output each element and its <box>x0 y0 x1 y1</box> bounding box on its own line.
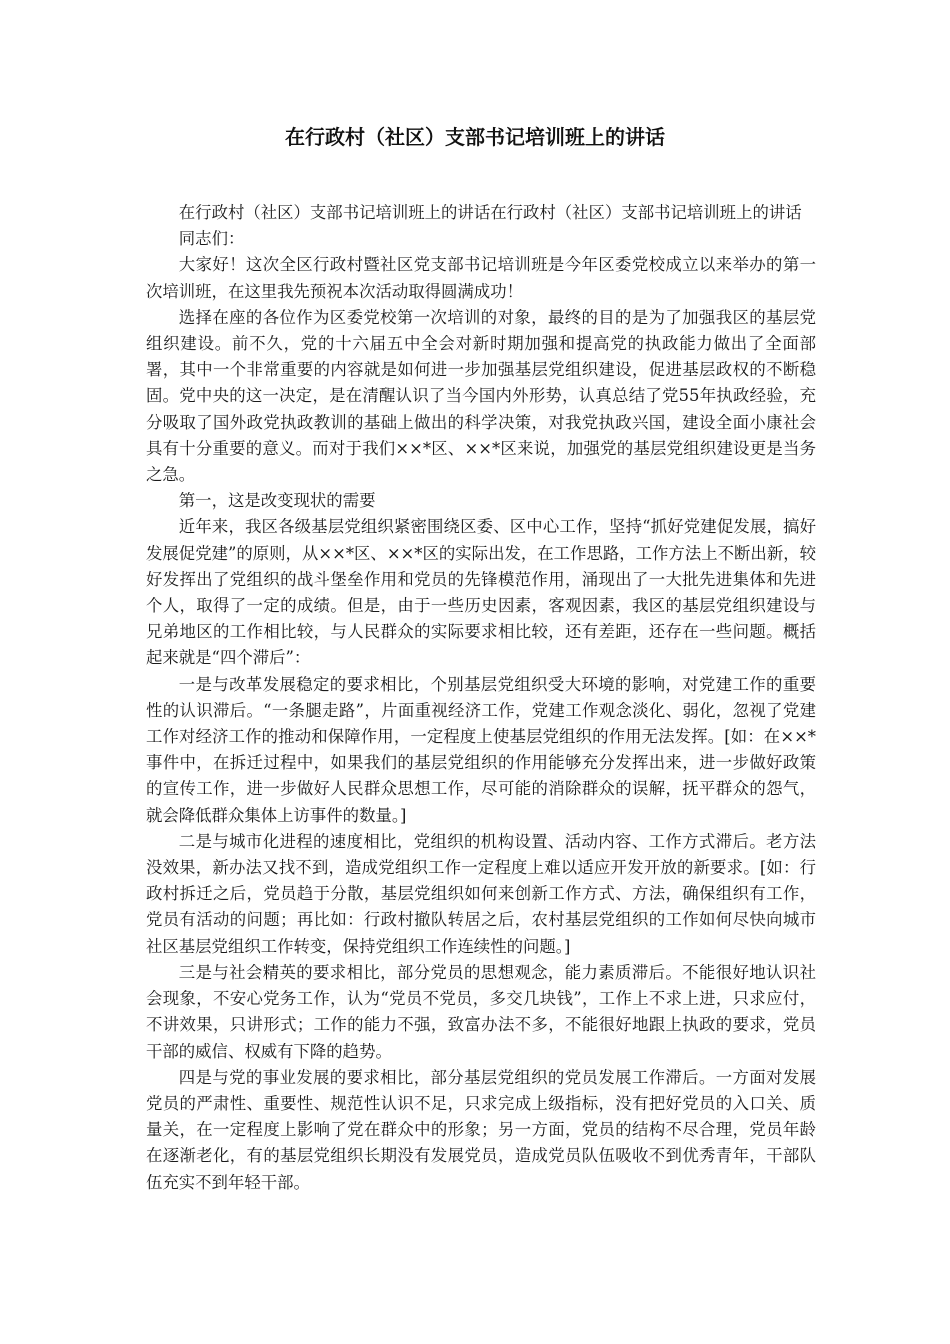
greeting-paragraph: 大家好！这次全区行政村暨社区党支部书记培训班是今年区委党校成立以来举办的第一次培训班，在这里我先预祝本次活动取得圆满成功！ <box>146 255 816 301</box>
intro-heading-paragraph: 在行政村（社区）支部书记培训班上的讲话在行政村（社区）支部书记培训班上的讲话 <box>178 203 802 222</box>
document-title: 在行政村（社区）支部书记培训班上的讲话 <box>285 125 665 149</box>
lag-point-one-paragraph: 一是与改革发展稳定的要求相比，个别基层党组织受大环境的影响，对党建工作的重要性的认识滞后。“一条腿走路”，片面重视经济工作，党建工作观念淡化、弱化，忽视了党建工作对经济工作的推动和保障作用，一定程度上使基层党组织的作用无法发挥。[如：在××*事件中，在拆迁过程中，如果我们的基层党组织的作用能够充分发挥出来，进一步做好政策的宣传工作，进一步做好人民群众思想工作，尽可能的消除群众的误解，抚平群众的怨气，就会降低群众集体上访事件的数量。] <box>146 674 816 825</box>
lag-point-four-paragraph: 四是与党的事业发展的要求相比，部分基层党组织的党员发展工作滞后。一方面对发展党员的严肃性、重要性、规范性认识不足，只求完成上级指标，没有把好党员的入口关、质量关，在一定程度上影响了党在群众中的形象；另一方面，党员的结构不尽合理，党员年龄在逐渐老化，有的基层党组织长期没有发展党员，造成党员队伍吸收不到优秀青年，干部队伍充实不到年轻干部。 <box>146 1067 816 1192</box>
lag-point-two-paragraph: 二是与城市化进程的速度相比，党组织的机构设置、活动内容、工作方式滞后。老方法没效果，新办法又找不到，造成党组织工作一定程度上难以适应开发开放的新要求。[如：行政村拆迁之后，党员趋于分散，基层党组织如何来创新工作方式、方法，确保组织有工作，党员有活动的问题；再比如：行政村撤队转居之后，农村基层党组织的工作如何尽快向城市社区基层党组织工作转变，保持党组织工作连续性的问题。] <box>146 831 816 956</box>
current-situation-paragraph: 近年来，我区各级基层党组织紧密围绕区委、区中心工作，坚持“抓好党建促发展，搞好发展促党建”的原则，从××*区、××*区的实际出发，在工作思路，工作方法上不断出新，较好发挥出了党组织的战斗堡垒作用和党员的先锋模范作用，涌现出了一大批先进集体和先进个人，取得了一定的成绩。但是，由于一些历史因素，客观因素，我区的基层党组织建设与兄弟地区的工作相比较，与人民群众的实际要求相比较，还有差距，还存在一些问题。概括起来就是“四个滞后”： <box>146 517 816 668</box>
purpose-paragraph: 选择在座的各位作为区委党校第一次培训的对象，最终的目的是为了加强我区的基层党组织建设。前不久，党的十六届五中全会对新时期加强和提高党的执政能力做出了全面部署，其中一个非常重要的内容就是如何进一步加强基层党组织建设，促进基层政权的不断稳固。党中央的这一决定，是在清醒认识了当今国内外形势，认真总结了党55年执政经验，充分吸取了国外政党执政教训的基础上做出的科学决策，对我党执政兴国，建设全面小康社会具有十分重要的意义。而对于我们××*区、××*区来说，加强党的基层党组织建设更是当务之急。 <box>146 307 816 485</box>
salutation-paragraph: 同志们： <box>178 229 245 249</box>
section-heading-first: 第一，这是改变现状的需要 <box>178 491 376 511</box>
lag-point-three-paragraph: 三是与社会精英的要求相比，部分党员的思想观念，能力素质滞后。不能很好地认识社会现象，不安心党务工作，认为“党员不党员，多交几块钱”，工作上不求上进，只求应付，不讲效果，只讲形式；工作的能力不强，致富办法不多，不能很好地跟上执政的要求，党员干部的威信、权威有下降的趋势。 <box>146 962 816 1061</box>
document-body <box>146 200 816 1196</box>
